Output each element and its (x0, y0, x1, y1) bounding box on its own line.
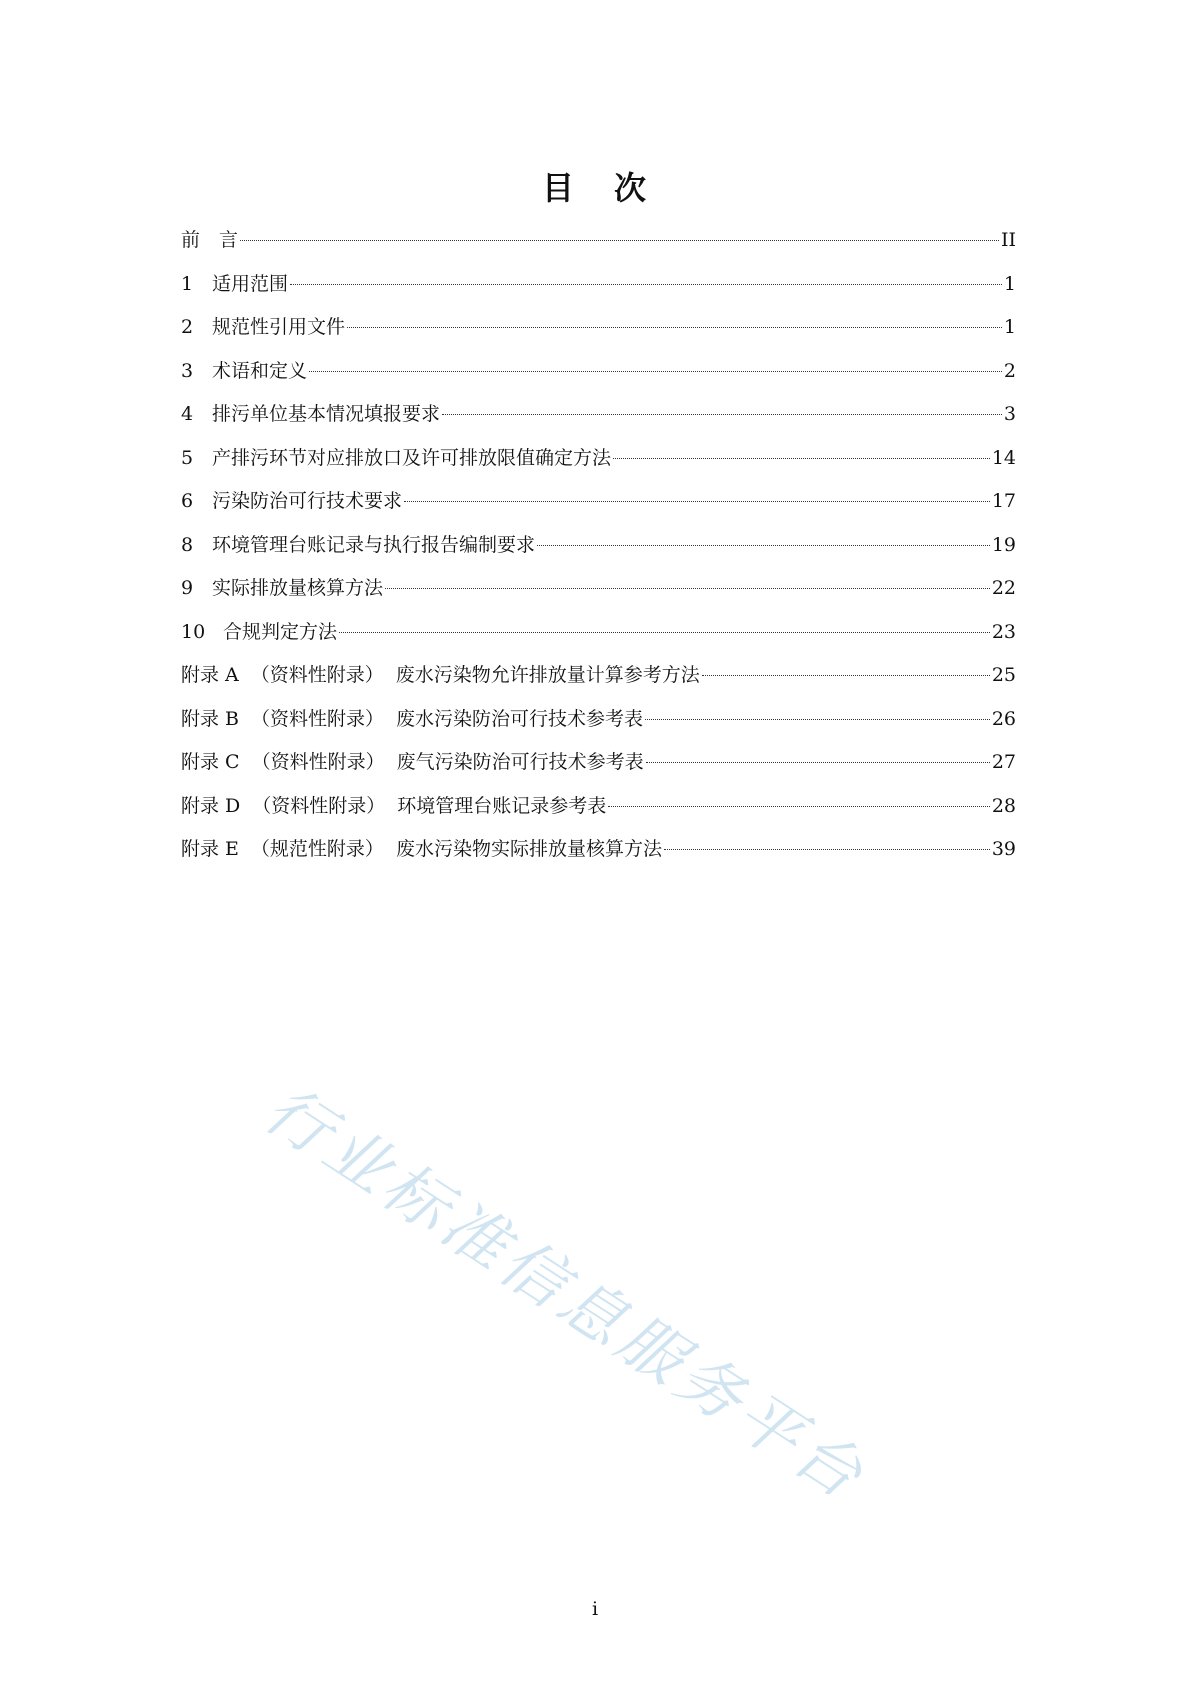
toc-appendix-label: 附录 E (181, 838, 239, 860)
toc-entry-title: 产排污环节对应排放口及许可排放限值确定方法 (212, 446, 612, 469)
toc-entry-page: 1 (1003, 316, 1016, 338)
toc-entry-title: 废水污染物实际排放量核算方法 (395, 838, 662, 860)
toc-entry-appendix-a[interactable] (181, 663, 1016, 707)
toc-entry-title: 废气污染防治可行技术参考表 (396, 751, 644, 773)
toc-entry-9[interactable] (181, 576, 1016, 620)
toc-leader (613, 458, 990, 459)
toc-entry-page: 17 (991, 490, 1016, 512)
toc-entry-number: 5 (181, 446, 194, 469)
toc-entry-page: 1 (1003, 272, 1016, 295)
toc-appendix-label: 附录 C (181, 751, 240, 773)
toc-appendix-label: 附录 D (181, 794, 241, 817)
toc-entry-page: 26 (991, 707, 1016, 730)
toc-entry-page: 23 (991, 620, 1016, 643)
toc-appendix-label: 附录 A (181, 664, 239, 686)
toc-entry-page: 27 (991, 751, 1016, 773)
table-of-contents (181, 228, 1016, 881)
toc-entry-title: 环境管理台账记录与执行报告编制要求 (212, 533, 536, 556)
toc-entry-appendix-e[interactable] (181, 837, 1016, 881)
toc-leader (385, 588, 990, 589)
toc-entry-6[interactable] (181, 489, 1016, 533)
toc-entry-foreword[interactable] (181, 228, 1016, 272)
toc-entry-number: 6 (181, 490, 194, 512)
toc-entry-page: 3 (1003, 403, 1016, 425)
toc-entry-2[interactable] (181, 315, 1016, 359)
toc-entry-page: 25 (991, 664, 1016, 686)
toc-leader (240, 240, 999, 241)
toc-leader (290, 284, 1002, 285)
toc-entry-title: 合规判定方法 (223, 620, 338, 643)
toc-entry-3[interactable] (181, 359, 1016, 403)
toc-leader (702, 675, 990, 676)
toc-entry-5[interactable] (181, 446, 1016, 490)
toc-entry-number: 2 (181, 316, 194, 338)
toc-entry-page: 39 (991, 838, 1016, 860)
page-title-part-2: 次 (614, 169, 649, 207)
toc-entry-title: 排污单位基本情况填报要求 (212, 403, 441, 425)
toc-entry-title: 废水污染防治可行技术参考表 (396, 707, 644, 730)
toc-leader (442, 414, 1002, 415)
toc-entry-appendix-b[interactable] (181, 707, 1016, 751)
toc-entry-title: 环境管理台账记录参考表 (397, 794, 607, 817)
toc-appendix-type: （资料性附录） (252, 794, 386, 817)
toc-entry-title: 前 言 (181, 229, 239, 251)
page-title (0, 163, 1190, 209)
toc-entry-number: 4 (181, 403, 194, 425)
toc-entry-title: 污染防治可行技术要求 (212, 490, 403, 512)
toc-entry-title: 实际排放量核算方法 (212, 577, 384, 599)
toc-appendix-type: （资料性附录） (251, 751, 385, 773)
toc-entry-title: 适用范围 (212, 272, 289, 295)
toc-appendix-type: （规范性附录） (250, 838, 384, 860)
toc-leader (309, 371, 1002, 372)
page-title-part-1: 目 (541, 169, 576, 207)
toc-leader (404, 501, 990, 502)
toc-entry-number: 9 (181, 577, 194, 599)
toc-entry-title: 废水污染物允许排放量计算参考方法 (395, 664, 700, 686)
toc-entry-page: 28 (991, 794, 1016, 817)
toc-entry-number: 8 (181, 533, 194, 556)
toc-entry-number: 3 (181, 359, 194, 382)
toc-appendix-type: （资料性附录） (251, 707, 385, 730)
toc-leader (537, 545, 990, 546)
toc-entry-title: 术语和定义 (212, 359, 308, 382)
toc-appendix-label: 附录 B (181, 707, 240, 730)
page-number: i (591, 1598, 599, 1620)
toc-leader (339, 632, 990, 633)
toc-entry-page: 14 (991, 446, 1016, 469)
toc-entry-4[interactable] (181, 402, 1016, 446)
toc-entry-10[interactable] (181, 620, 1016, 664)
toc-leader (608, 806, 990, 807)
toc-entry-page: 2 (1003, 359, 1016, 382)
toc-entry-title: 规范性引用文件 (212, 316, 346, 338)
toc-entry-appendix-c[interactable] (181, 750, 1016, 794)
toc-leader (646, 762, 990, 763)
toc-leader (645, 719, 990, 720)
toc-entry-page: II (1000, 229, 1016, 251)
toc-entry-number: 1 (181, 272, 194, 295)
toc-entry-page: 19 (991, 533, 1016, 556)
toc-entry-1[interactable] (181, 272, 1016, 316)
toc-entry-page: 22 (991, 577, 1016, 599)
toc-entry-8[interactable] (181, 533, 1016, 577)
toc-entry-number: 10 (181, 620, 206, 643)
toc-leader (347, 327, 1002, 328)
toc-entry-appendix-d[interactable] (181, 794, 1016, 838)
watermark: 行业标准信息服务平台 (251, 1072, 879, 1516)
toc-appendix-type: （资料性附录） (250, 664, 384, 686)
toc-leader (664, 849, 990, 850)
